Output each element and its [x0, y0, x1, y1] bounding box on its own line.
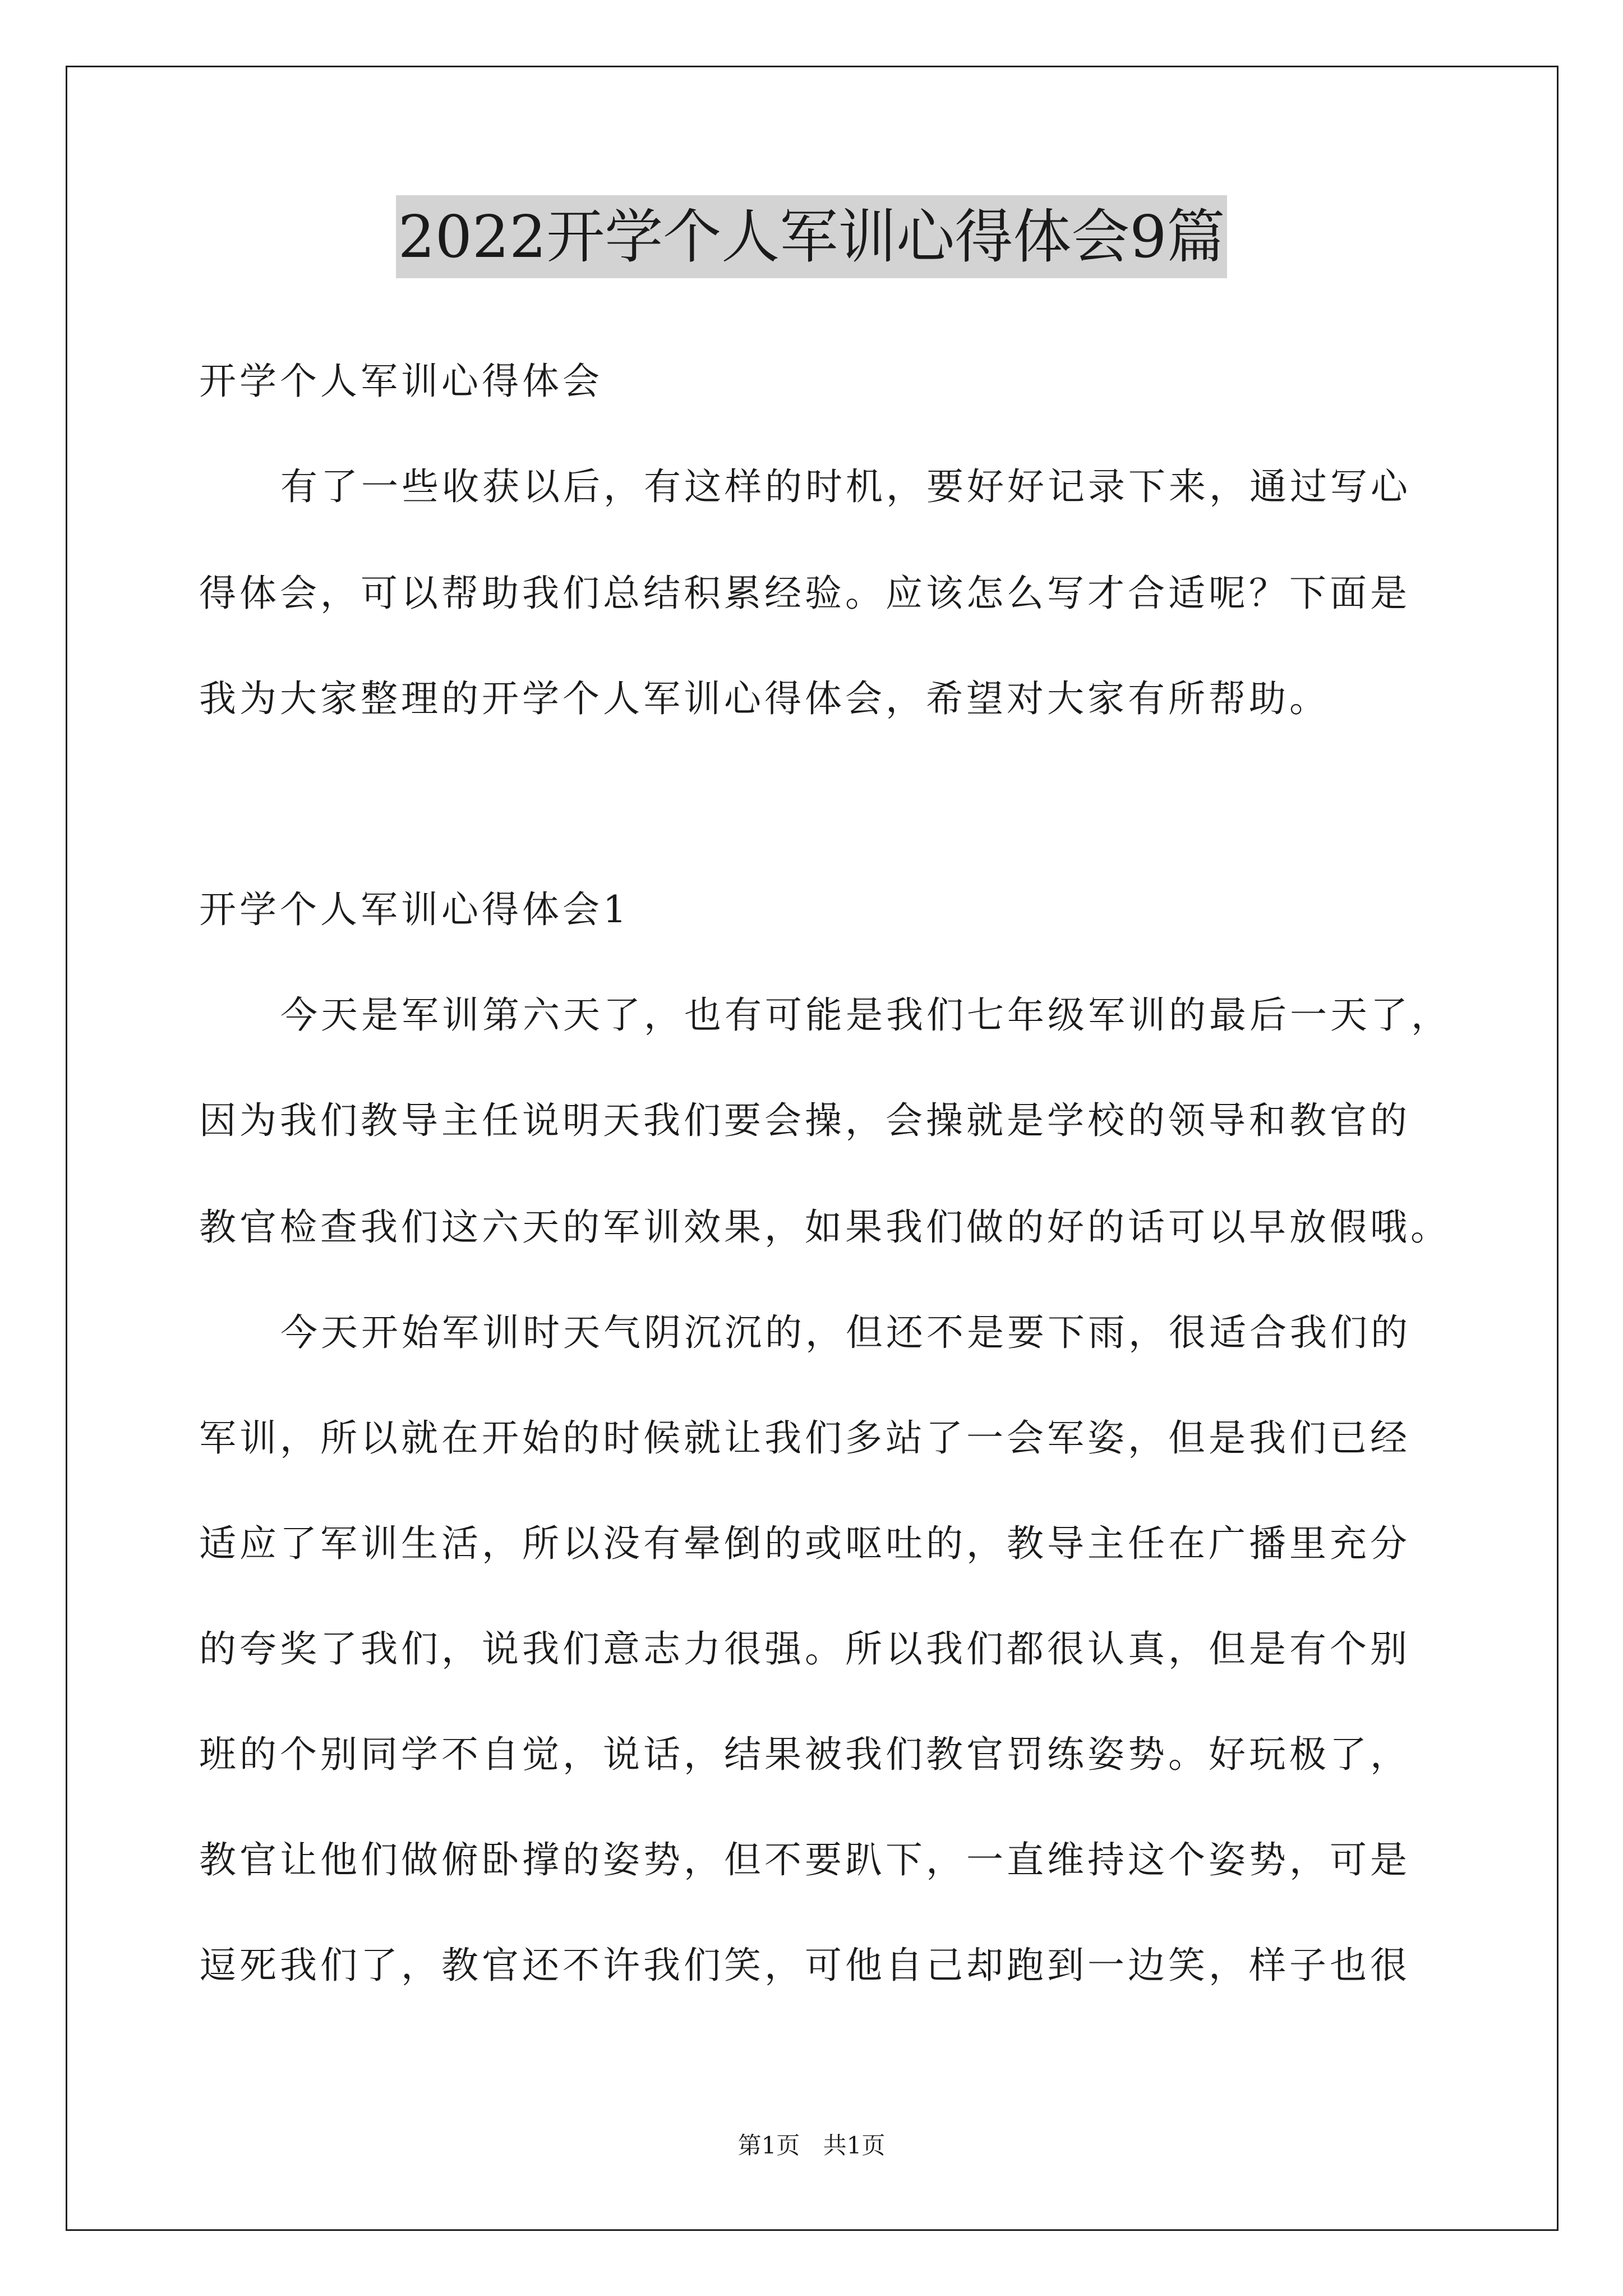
title-container [0, 195, 1623, 278]
document-title: 2022开学个人军训心得体会9篇 [396, 195, 1228, 278]
intro-line-1: 有了一些收获以后，有这样的时机，要好好记录下来，通过写心 [280, 465, 1411, 508]
para2-line-1: 今天开始军训时天气阴沉沉的，但还不是要下雨，很适合我们的 [280, 1311, 1411, 1354]
intro-line-2: 得体会，可以帮助我们总结积累经验。应该怎么写才合适呢？下面是 [199, 572, 1410, 615]
para2-line-6: 教官让他们做俯卧撑的姿势，但不要趴下，一直维持这个姿势，可是 [199, 1838, 1410, 1881]
page-number-current: 第1页 [737, 2132, 800, 2159]
para2-line-4: 的夸奖了我们，说我们意志力很强。所以我们都很认真，但是有个别 [199, 1627, 1410, 1671]
para2-line-7: 逗死我们了，教官还不许我们笑，可他自己却跑到一边笑，样子也很 [199, 1944, 1410, 1987]
page-footer [0, 2129, 1623, 2162]
para2-line-3: 适应了军训生活，所以没有晕倒的或呕吐的，教导主任在广播里充分 [199, 1522, 1410, 1565]
para2-line-5: 班的个别同学不自觉，说话，结果被我们教官罚练姿势。好玩极了， [199, 1733, 1410, 1776]
para1-line-3: 教官检查我们这六天的军训效果，如果我们做的好的话可以早放假哦。 [199, 1205, 1451, 1249]
section-heading-intro: 开学个人军训心得体会 [199, 360, 603, 403]
para1-line-1: 今天是军训第六天了，也有可能是我们七年级军训的最后一天了， [280, 993, 1451, 1037]
section-heading-1: 开学个人军训心得体会1 [199, 888, 630, 931]
intro-line-3: 我为大家整理的开学个人军训心得体会，希望对大家有所帮助。 [199, 677, 1330, 720]
para2-line-2: 军训，所以就在开始的时候就让我们多站了一会军姿，但是我们已经 [199, 1416, 1410, 1460]
page-number-total: 共1页 [823, 2132, 886, 2159]
para1-line-2: 因为我们教导主任说明天我们要会操，会操就是学校的领导和教官的 [199, 1099, 1410, 1142]
